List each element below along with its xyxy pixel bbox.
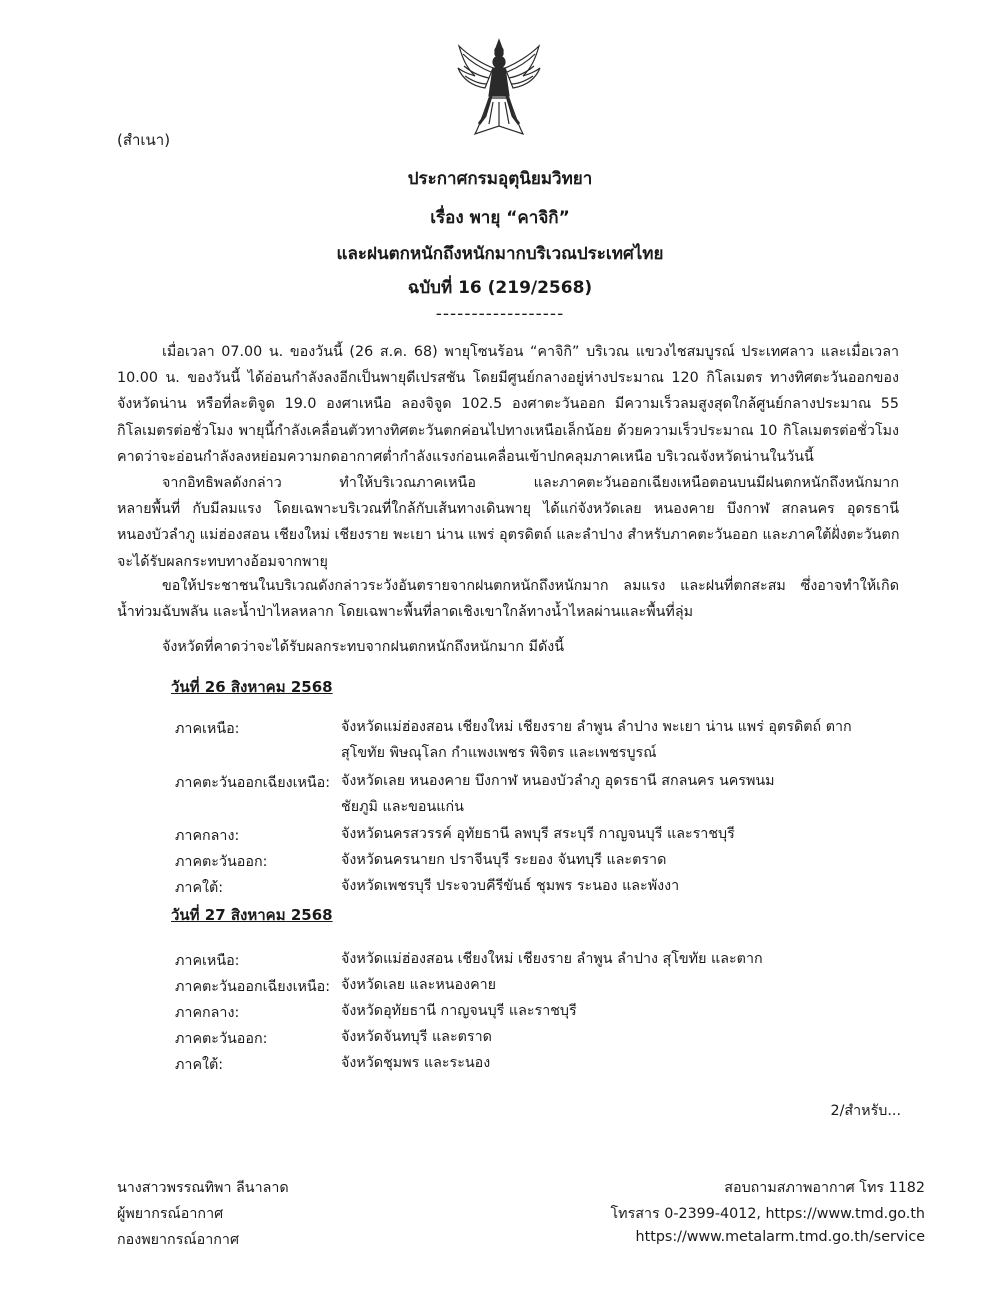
province-line: จังหวัดอุทัยธานี กาญจนบุรี และราชบุรี	[341, 1003, 577, 1019]
paragraph-line: หนองบัวลำภู แม่ฮ่องสอน เชียงใหม่ เชียงราย พะเยา น่าน แพร่ อุตรดิตถ์ และลำปาง สำหรับภาคตะวันออก และภาคใต้ฝั่งตะวันตก	[117, 527, 900, 544]
province-list	[341, 847, 666, 873]
date-heading-26: วันที่ 26 สิงหาคม 2568	[171, 678, 333, 696]
announcement-subtitle: และฝนตกหนักถึงหนักมากบริเวณประเทศไทย	[336, 244, 664, 264]
header-divider: ------------------	[435, 304, 565, 324]
province-list	[341, 946, 763, 972]
paragraph-warning	[117, 573, 899, 625]
paragraph-line: เมื่อเวลา 07.00 น. ของวันนี้ (26 ส.ค. 68) พายุโซนร้อน “คาจิกิ” บริเวณ แขวงไชสมบูรณ์ ประเทศลาว และเมื่อเวลา	[162, 344, 899, 360]
region-label: ภาคตะวันออกเฉียงเหนือ:	[175, 979, 331, 995]
paragraph-line: จะได้รับผลกระทบทางอ้อมจากพายุ	[117, 553, 328, 570]
paragraph-line: 10.00 น. ของวันนี้ ได้อ่อนกำลังลงอีกเป็นพายุดีเปรสชัน โดยมีศูนย์กลางอยู่ห่างประมาณ 120 กิโลเมตร ทางทิศตะวันออกของ	[117, 370, 899, 387]
province-line: สุโขทัย พิษณุโลก กำแพงเพชร พิจิตร และเพชรบูรณ์	[341, 745, 657, 761]
paragraph-line: กิโลเมตรต่อชั่วโมง พายุนี้กำลังเคลื่อนตัวทางทิศตะวันตกค่อนไปทางเหนือเล็กน้อย ด้วยความเร็วประมาณ 10 กิโลเมตรต่อชั่วโมง	[117, 422, 899, 439]
province-line: จังหวัดเพชรบุรี ประจวบคีรีขันธ์ ชุมพร ระนอง และพังงา	[341, 878, 680, 894]
paragraph-line: จังหวัดน่าน หรือที่ละติจูด 19.0 องศาเหนือ ลองจิจูด 102.5 องศาตะวันออก มีความเร็วลมสูงสุดใกล้ศูนย์กลางประมาณ 55	[117, 396, 899, 413]
announcement-subject: เรื่อง พายุ “คาจิกิ”	[430, 208, 570, 228]
province-line: จังหวัดจันทบุรี และตราด	[341, 1029, 492, 1045]
province-line: จังหวัดแม่ฮ่องสอน เชียงใหม่ เชียงราย ลำพูน ลำปาง พะเยา น่าน แพร่ อุตรดิตถ์ ตาก	[341, 719, 852, 735]
date-heading-27: วันที่ 27 สิงหาคม 2568	[171, 906, 333, 924]
region-label: ภาคใต้:	[175, 880, 224, 896]
province-list	[341, 768, 775, 820]
garuda-emblem-icon	[455, 38, 543, 138]
province-list	[341, 714, 852, 766]
region-label: ภาคตะวันออก:	[175, 854, 268, 870]
province-line: จังหวัดแม่ฮ่องสอน เชียงใหม่ เชียงราย ลำพูน ลำปาง สุโขทัย และตาก	[341, 951, 763, 967]
province-list	[341, 972, 496, 998]
forecaster-position: ผู้พยากรณ์อากาศ	[117, 1206, 224, 1222]
province-line: จังหวัดเลย และหนองคาย	[341, 977, 497, 993]
region-label: ภาคกลาง:	[175, 828, 240, 844]
paragraph-line: น้ำท่วมฉับพลัน และน้ำป่าไหลหลาก โดยเฉพาะพื้นที่ลาดเชิงเขาใกล้ทางน้ำไหลผ่านและพื้นที่ลุ่ม	[117, 604, 694, 621]
contact-service-link[interactable]: https://www.metalarm.tmd.go.th/service	[635, 1229, 925, 1245]
province-list	[341, 998, 577, 1024]
contact-phone: สอบถามสภาพอากาศ โทร 1182	[724, 1180, 925, 1196]
province-list	[341, 821, 735, 847]
region-label: ภาคตะวันออกเฉียงเหนือ:	[175, 775, 331, 791]
affected-provinces-intro: จังหวัดที่คาดว่าจะได้รับผลกระทบจากฝนตกหนักถึงหนักมาก มีดังนี้	[162, 639, 565, 655]
region-label: ภาคใต้:	[175, 1057, 224, 1073]
forecaster-division: กองพยากรณ์อากาศ	[117, 1232, 240, 1248]
issue-number: ฉบับที่ 16 (219/2568)	[407, 278, 593, 298]
paragraph-line: ขอให้ประชาชนในบริเวณดังกล่าวระวังอันตรายจากฝนตกหนักถึงหนักมาก ลมแรง และฝนที่ตกสะสม ซึ่งอาจทำให้เกิด	[162, 578, 899, 594]
continued-marker: 2/สำหรับ...	[830, 1103, 901, 1119]
province-line: ชัยภูมิ และขอนแก่น	[341, 799, 464, 815]
paragraph-line: จากอิทธิพลดังกล่าว ทำให้บริเวณภาคเหนือ และภาคตะวันออกเฉียงเหนือตอนบนมีฝนตกหนักถึงหนักมาก	[162, 475, 899, 491]
paragraph-line: คาดว่าจะอ่อนกำลังลงหย่อมความกดอากาศต่ำกำลังแรงก่อนเคลื่อนเข้าปกคลุมภาคเหนือ บริเวณจังหวัดน่านในวันนี้	[117, 448, 814, 465]
province-list	[341, 1050, 490, 1076]
province-line: จังหวัดนครนายก ปราจีนบุรี ระยอง จันทบุรี และตราด	[341, 852, 667, 868]
region-label: ภาคตะวันออก:	[175, 1031, 268, 1047]
region-label: ภาคเหนือ:	[175, 721, 240, 737]
copy-mark: (สำเนา)	[117, 131, 171, 149]
announcement-title: ประกาศกรมอุตุนิยมวิทยา	[407, 169, 593, 189]
province-line: จังหวัดชุมพร และระนอง	[341, 1055, 491, 1071]
province-list	[341, 873, 679, 899]
paragraph-line: หลายพื้นที่ กับมีลมแรง โดยเฉพาะบริเวณที่ใกล้กับเส้นทางเดินพายุ ได้แก่จังหวัดเลย หนองคาย บึงกาฬ สกลนคร อุดรธานี	[117, 501, 899, 518]
province-list	[341, 1024, 492, 1050]
province-line: จังหวัดเลย หนองคาย บึงกาฬ หนองบัวลำภู อุดรธานี สกลนคร นครพนม	[341, 773, 775, 789]
forecaster-name: นางสาวพรรณทิพา ลีนาลาด	[117, 1180, 289, 1196]
region-label: ภาคเหนือ:	[175, 953, 240, 969]
region-label: ภาคกลาง:	[175, 1005, 240, 1021]
province-line: จังหวัดนครสวรรค์ อุทัยธานี ลพบุรี สระบุรี กาญจนบุรี และราชบุรี	[341, 826, 735, 842]
paragraph-impact	[117, 470, 899, 575]
contact-fax-website[interactable]: โทรสาร 0-2399-4012, https://www.tmd.go.th	[610, 1206, 925, 1222]
paragraph-storm-status	[117, 339, 899, 470]
